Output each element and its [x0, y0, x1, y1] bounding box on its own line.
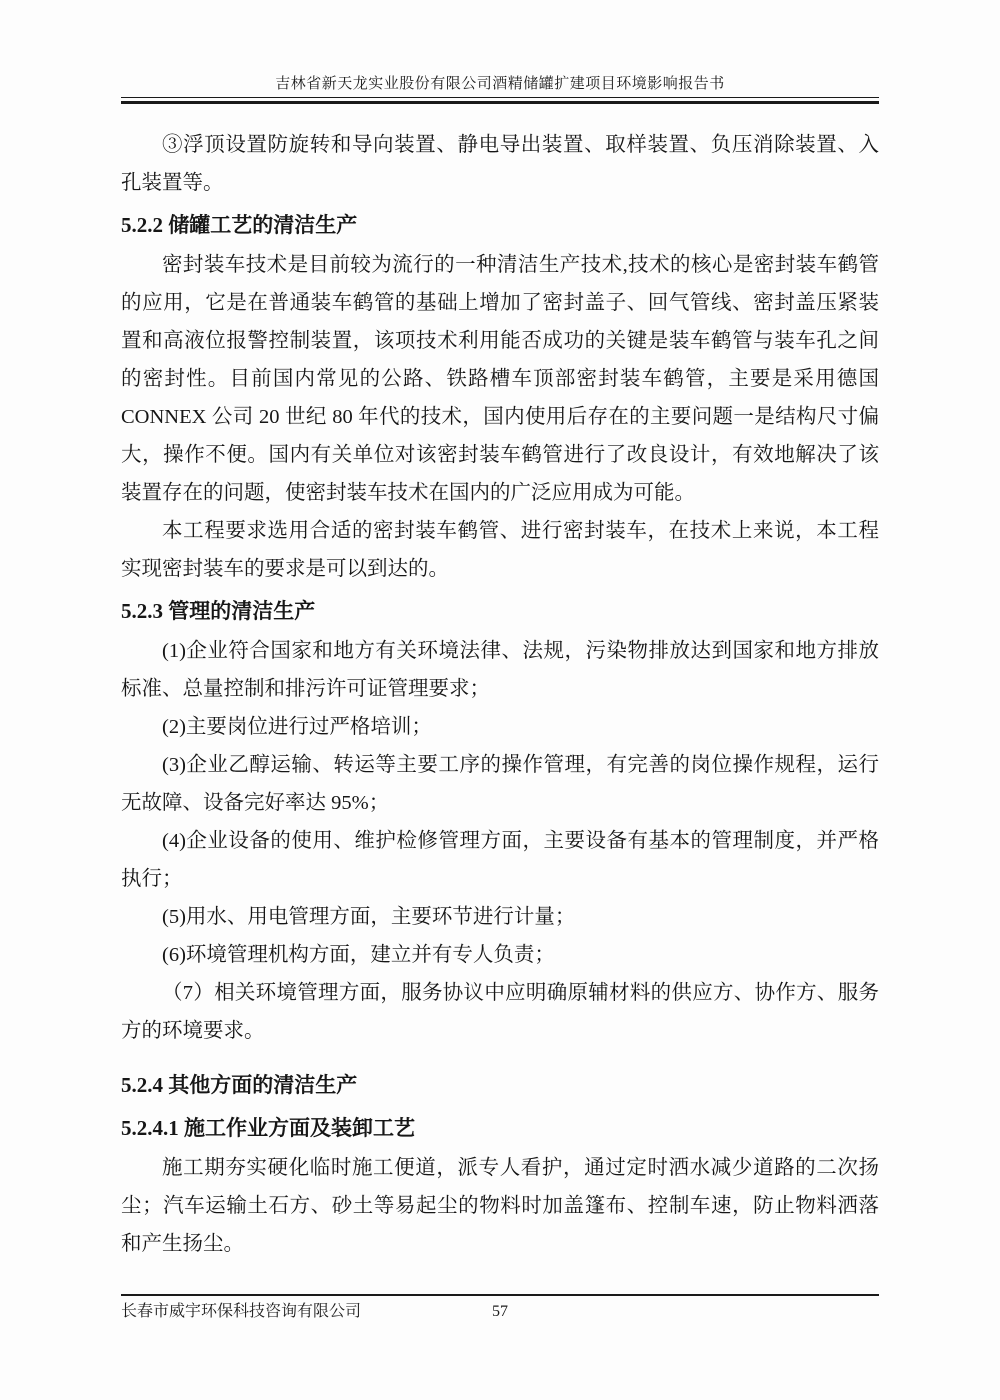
- document-body: [121, 126, 879, 1263]
- page-header: [121, 74, 879, 104]
- header-title: 吉林省新天龙实业股份有限公司酒精储罐扩建项目环境影响报告书: [275, 76, 725, 92]
- page-footer: [121, 1294, 879, 1323]
- footer-company: 长春市威宇环保科技咨询有限公司: [121, 1303, 362, 1320]
- paragraph-floating-roof-devices: ③浮顶设置防旋转和导向装置、静电导出装置、取样装置、负压消除装置、入孔装置等。: [121, 134, 879, 194]
- footer-row: [121, 1301, 879, 1323]
- paragraph-item-4: (4)企业设备的使用、维护检修管理方面，主要设备有基本的管理制度，并严格执行；: [121, 830, 879, 890]
- heading-5-2-2: 5.2.2 储罐工艺的清洁生产: [121, 213, 358, 237]
- paragraph-item-1: (1)企业符合国家和地方有关环境法律、法规，污染物排放达到国家和地方排放标准、总量控制和排污许可证管理要求；: [121, 640, 879, 700]
- paragraph-construction-dust: 施工期夯实硬化临时施工便道，派专人看护，通过定时洒水减少道路的二次扬尘；汽车运输土石方、砂土等易起尘的物料时加盖篷布、控制车速，防止物料洒落和产生扬尘。: [121, 1157, 879, 1255]
- paragraph-item-2: (2)主要岗位进行过严格培训；: [162, 716, 432, 738]
- header-rule: [121, 97, 879, 104]
- paragraph-item-3: (3)企业乙醇运输、转运等主要工序的操作管理，有完善的岗位操作规程，运行无故障、设备完好率达 95%；: [121, 754, 879, 814]
- heading-5-2-3: 5.2.3 管理的清洁生产: [121, 599, 316, 623]
- heading-5-2-4-1: 5.2.4.1 施工作业方面及装卸工艺: [121, 1116, 415, 1140]
- paragraph-project-requirement: 本工程要求选用合适的密封装车鹤管、进行密封装车，在技术上来说，本工程实现密封装车的要求是可以到达的。: [121, 520, 879, 580]
- paragraph-item-6: (6)环境管理机构方面，建立并有专人负责；: [162, 944, 555, 966]
- paragraph-item-5: (5)用水、用电管理方面，主要环节进行计量；: [162, 906, 576, 928]
- page-number: 57: [492, 1303, 508, 1320]
- paragraph-sealed-loading-tech: 密封装车技术是目前较为流行的一种清洁生产技术,技术的核心是密封装车鹤管的应用，它是在普通装车鹤管的基础上增加了密封盖子、回气管线、密封盖压紧装置和高液位报警控制装置，该项技术利用能否成功的关键是装车鹤管与装车孔之间的密封性。目前国内常见的公路、铁路槽车顶部密封装车鹤管，主要是采用德国 CONNEX 公司 20 世纪 80 年代的技术，国内使用后存在的主要问题一是结构尺寸偏大，操作不便。国内有关单位对该密封装车鹤管进行了改良设计，有效地解决了该装置存在的问题，使密封装车技术在国内的广泛应用成为可能。: [121, 254, 879, 504]
- footer-rule: [121, 1294, 879, 1296]
- paragraph-item-7: （7）相关环境管理方面，服务协议中应明确原辅材料的供应方、协作方、服务方的环境要求。: [121, 982, 879, 1042]
- heading-5-2-4: 5.2.4 其他方面的清洁生产: [121, 1073, 358, 1097]
